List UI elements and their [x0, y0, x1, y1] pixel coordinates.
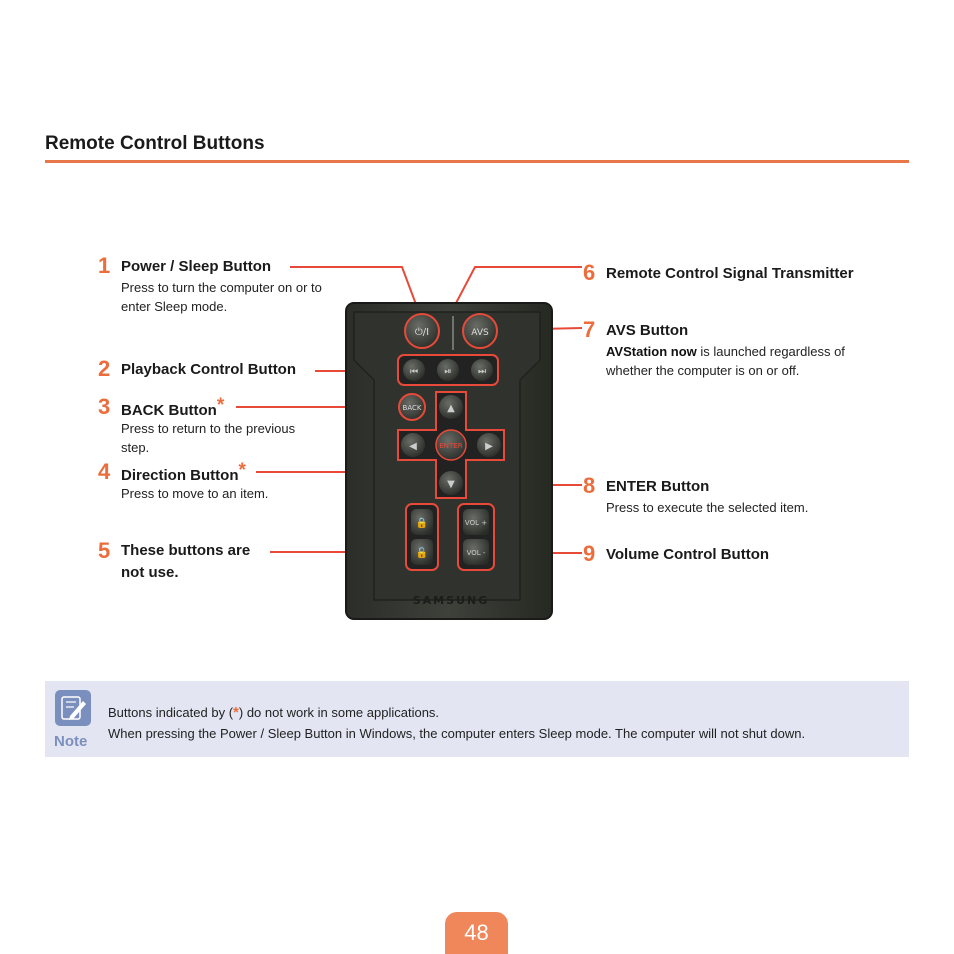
next-track-icon: ⏭ [477, 367, 487, 377]
callout-title: ENTER Button [606, 478, 710, 495]
callout-number: 2 [98, 356, 111, 381]
callout-description: Press to move to an item. [121, 486, 269, 501]
callout-title: Volume Control Button [606, 546, 770, 563]
callout-title: AVS Button [606, 322, 689, 339]
callout-title: Direction Button [121, 467, 239, 484]
callout-number: 5 [98, 538, 111, 563]
callout-title: Power / Sleep Button [121, 258, 272, 275]
callout-number: 7 [583, 317, 596, 342]
pencil-icon [55, 690, 91, 726]
unlock-icon: 🔓 [415, 548, 429, 559]
callout-title-wrap [121, 395, 225, 421]
volume-down-label: VOL - [466, 549, 486, 557]
left-arrow-icon: ◀ [409, 441, 417, 452]
callout-number: 9 [583, 541, 596, 566]
callout-description [606, 342, 886, 380]
down-arrow-icon: ▼ [447, 479, 455, 490]
back-button-label: BACK [402, 404, 422, 412]
callout-number: 8 [583, 473, 596, 498]
enter-button-label: ENTER [439, 442, 463, 450]
play-pause-icon: ⏯ [444, 367, 452, 377]
callout-number: 4 [98, 459, 111, 484]
lock-icon: 🔒 [415, 518, 429, 529]
prev-track-icon: ⏮ [409, 367, 419, 377]
callout-title-wrap [121, 460, 246, 486]
asterisk-mark: * [238, 460, 246, 481]
remote-control-svg [340, 300, 555, 625]
callout-description: Press to execute the selected item. [606, 500, 809, 515]
callout-number: 3 [98, 394, 111, 419]
right-arrow-icon: ▶ [485, 441, 493, 452]
callout-description: Press to return to the previous step. [121, 421, 296, 455]
brand-logo: SAMSUNG [412, 594, 490, 607]
callout-description: Press to turn the computer on or to enter Sleep mode. [121, 280, 322, 314]
note-text: ) do not work in some applications. [238, 705, 440, 720]
callout-title: Playback Control Button [121, 361, 297, 378]
callout-number: 6 [583, 260, 596, 285]
volume-up-label: VOL + [464, 519, 488, 527]
asterisk-mark: * [216, 395, 225, 416]
asterisk-mark: * [233, 704, 239, 721]
page-number: 48 [464, 920, 489, 945]
note-line-2: When pressing the Power / Sleep Button in Windows, the computer enters Sleep mode. The computer will not shut down. [108, 726, 806, 741]
callout-title: These buttons are not use. [121, 542, 251, 581]
up-arrow-icon: ▲ [447, 403, 455, 414]
remote-control-image [340, 300, 555, 625]
note-pencil-icon [55, 690, 91, 726]
callout-title: BACK Button [121, 402, 217, 419]
power-button-label: ⏻/I [414, 327, 430, 338]
note-label: Note [54, 733, 88, 750]
avs-button-label: AVS [471, 328, 489, 338]
note-line-1 [108, 704, 439, 721]
section-title: Remote Control Buttons [45, 133, 265, 154]
avstation-name: AVStation now [606, 344, 697, 359]
callout-title: Remote Control Signal Transmitter [606, 265, 854, 282]
callout-desc-text: is launched regardless of whether the computer is on or off. [606, 344, 845, 378]
callout-number: 1 [98, 253, 111, 278]
note-text: Buttons indicated by ( [108, 705, 234, 720]
